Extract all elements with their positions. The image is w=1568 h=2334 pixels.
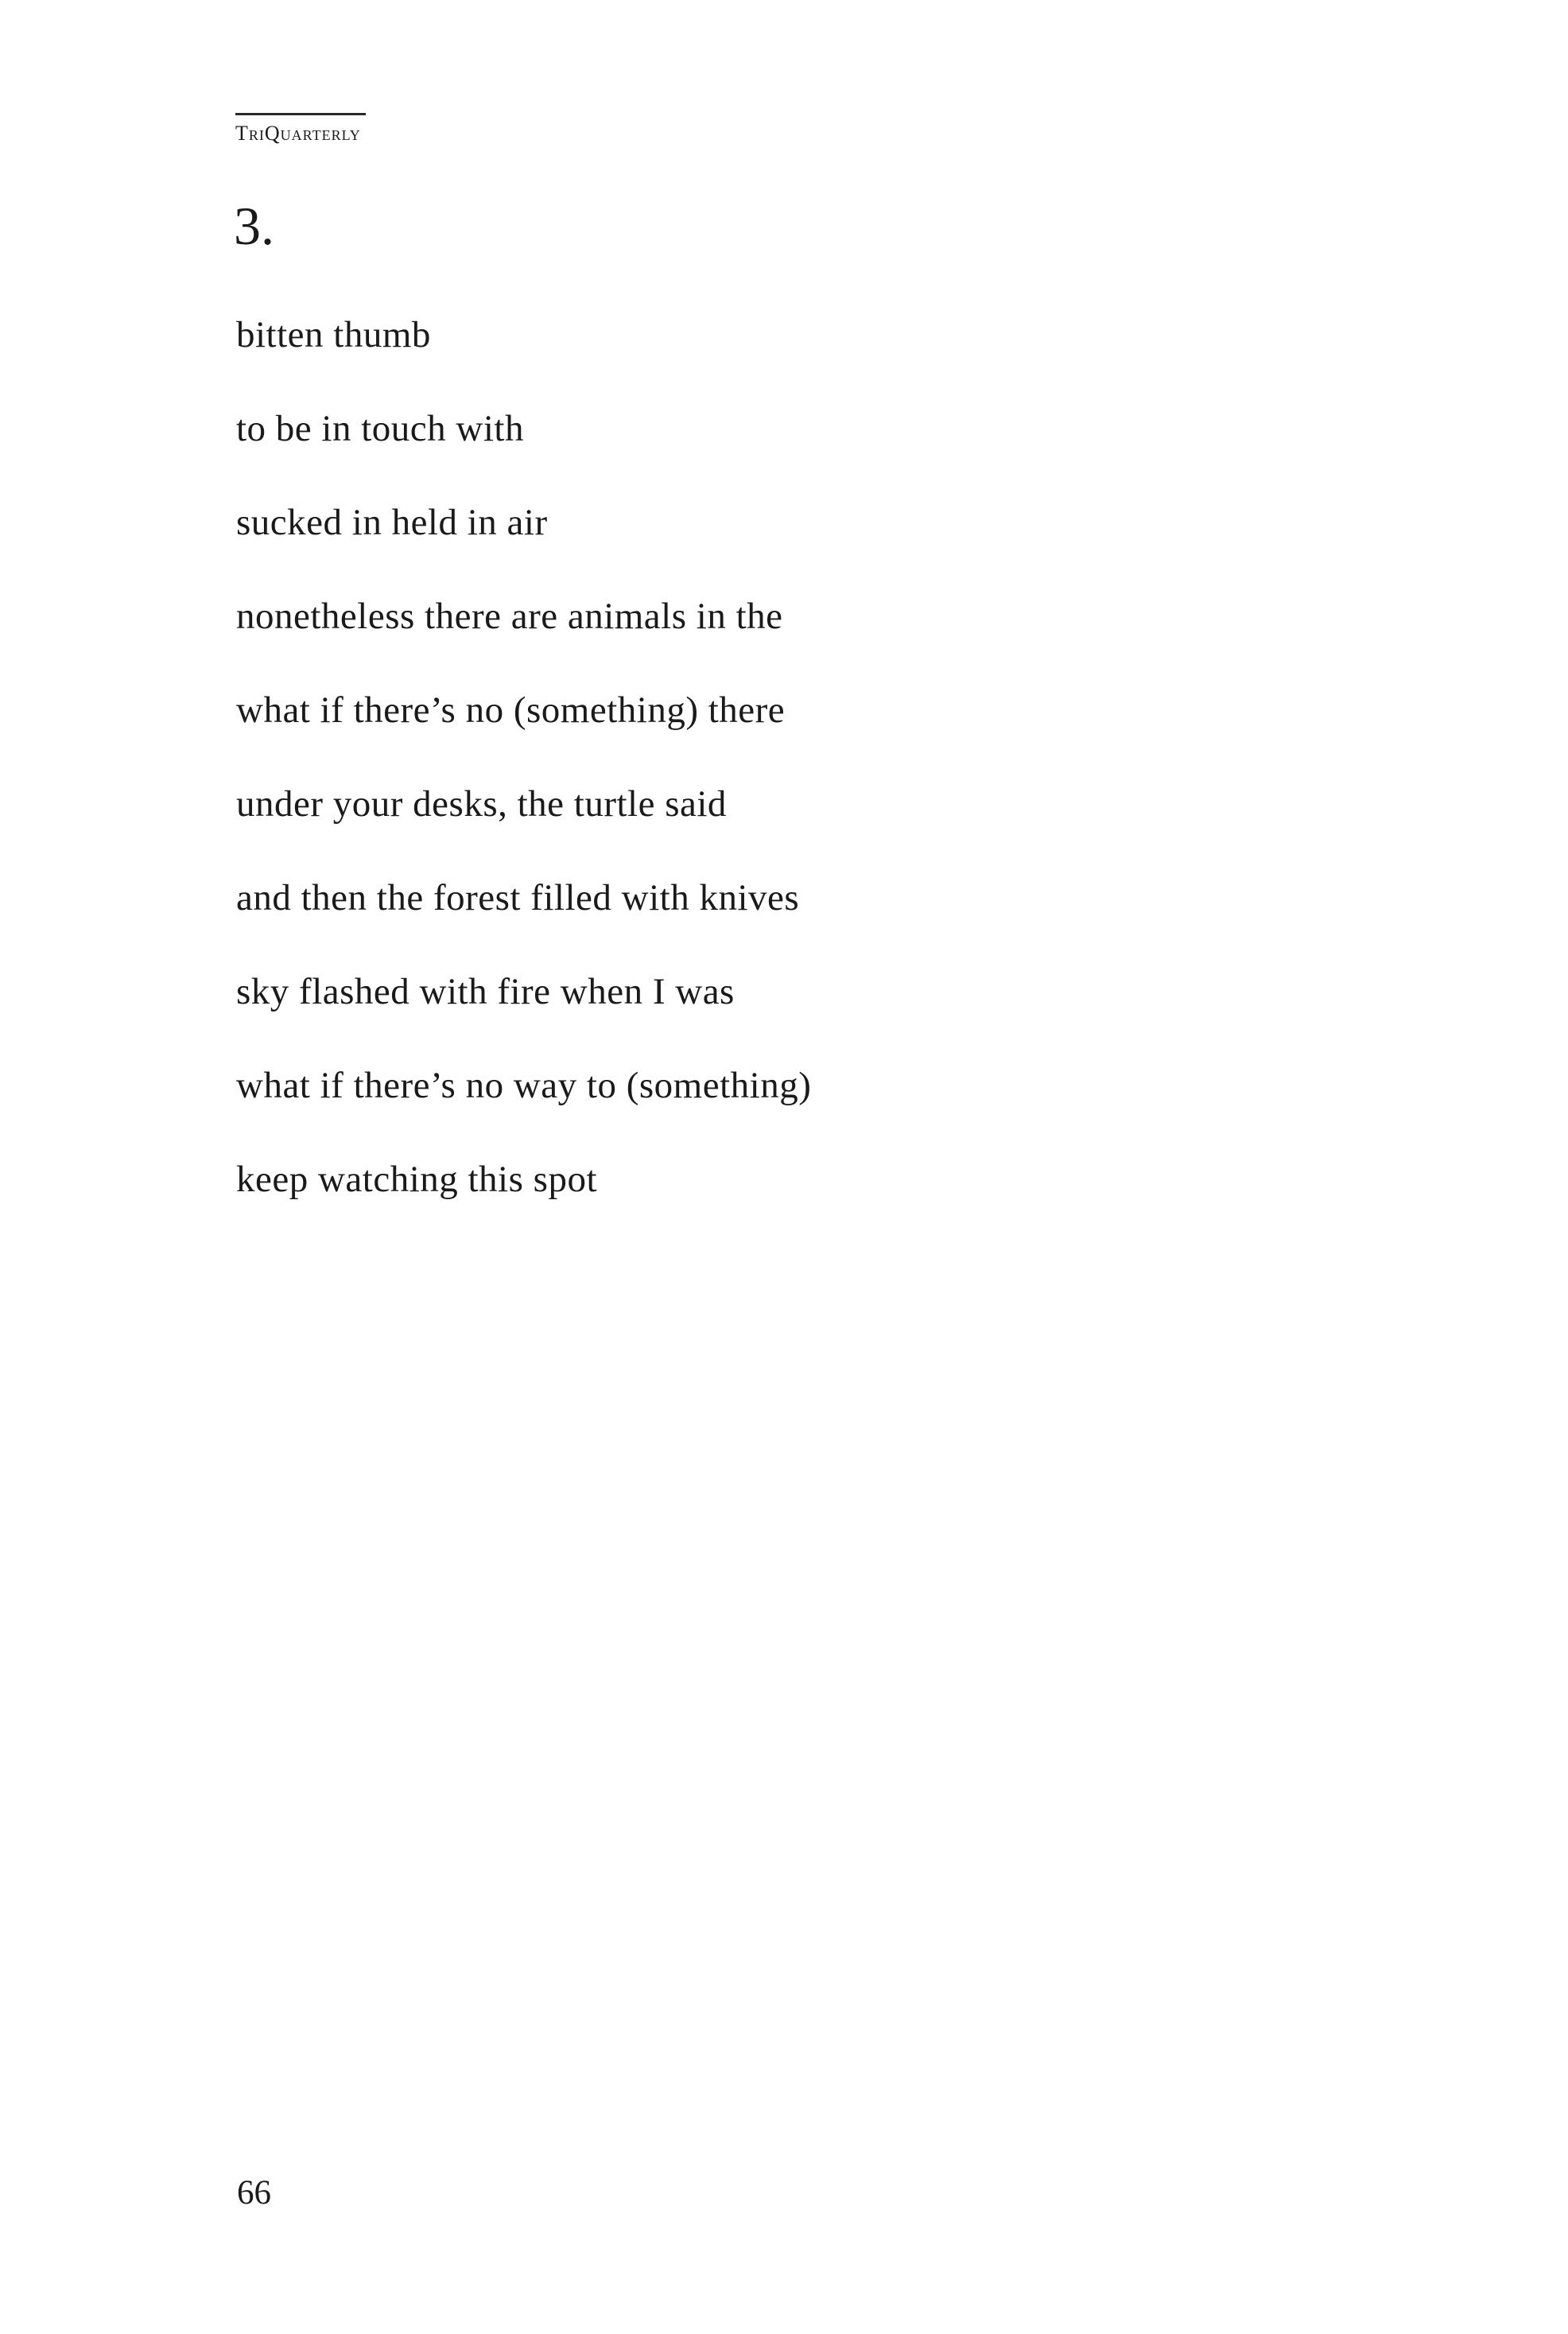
poem-stanza	[236, 309, 811, 1247]
poem-line-8: sky flashed with fire when I was	[236, 971, 735, 1012]
poem-line-5: what if there’s no (something) there	[236, 689, 786, 731]
poem-line-6: under your desks, the turtle said	[236, 783, 727, 825]
poem-line-9: what if there’s no way to (something)	[236, 1065, 812, 1106]
page-number: 66	[237, 2174, 271, 2212]
section-number: 3.	[234, 196, 274, 256]
poem-line-3: sucked in held in air	[236, 502, 548, 543]
poem-line-7: and then the forest filled with knives	[236, 877, 800, 918]
poem-line-1: bitten thumb	[236, 314, 431, 355]
poem-line-10: keep watching this spot	[236, 1159, 598, 1200]
running-head: TriQuarterly	[235, 113, 366, 144]
poem-line-2: to be in touch with	[236, 408, 524, 449]
poem-line-4: nonetheless there are animals in the	[236, 596, 783, 637]
